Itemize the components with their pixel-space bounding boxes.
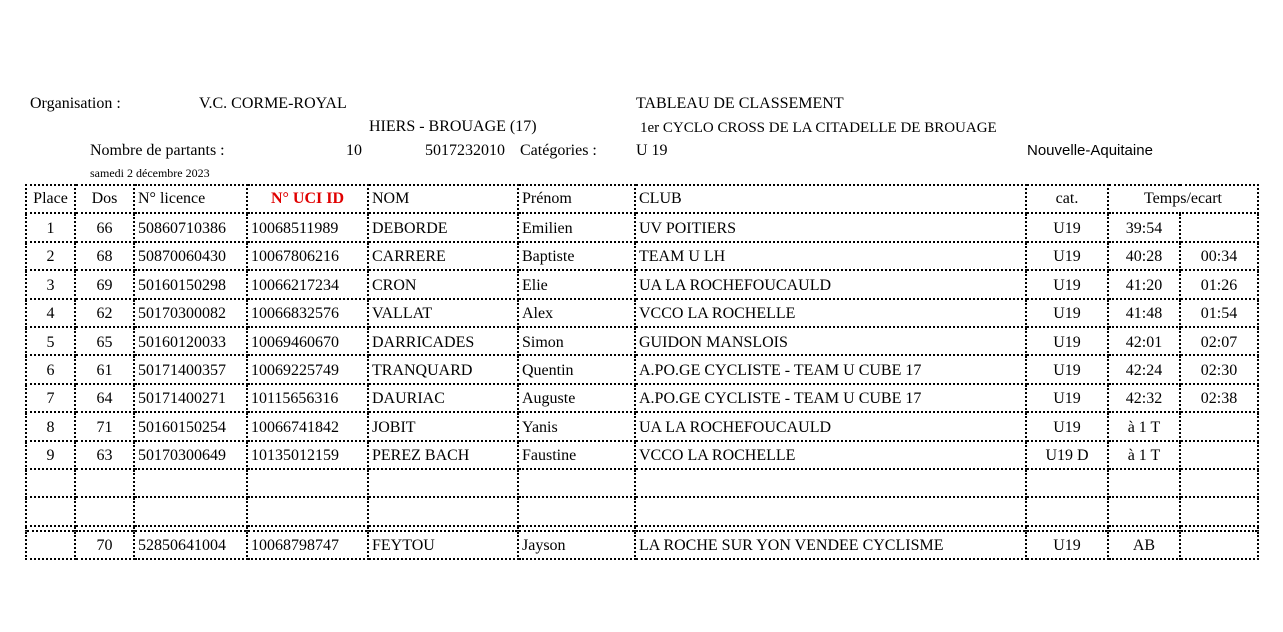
cell-cat — [1026, 497, 1108, 525]
cell-uci-id — [247, 497, 368, 525]
cell-dos — [75, 469, 134, 497]
cell-ecart: 01:54 — [1180, 299, 1258, 327]
cell-nom: FEYTOU — [368, 531, 518, 559]
cell-dos: 62 — [75, 299, 134, 327]
table-row — [26, 299, 1258, 327]
cell-ecart: 01:26 — [1180, 270, 1258, 298]
table-row — [26, 384, 1258, 412]
cell-place: 9 — [26, 441, 75, 469]
table-header-row — [26, 185, 1258, 213]
cell-dos — [75, 497, 134, 525]
cell-uci-id: 10068511989 — [247, 213, 368, 241]
header-dos: Dos — [75, 185, 134, 213]
cell-cat: U19 — [1026, 242, 1108, 270]
cell-uci-id — [247, 469, 368, 497]
results-table — [25, 184, 1259, 560]
cell-place — [26, 469, 75, 497]
cell-temps: à 1 T — [1108, 441, 1180, 469]
cell-prenom: Alex — [518, 299, 635, 327]
cell-licence: 50160150298 — [134, 270, 247, 298]
cell-dos: 63 — [75, 441, 134, 469]
cell-place: 7 — [26, 384, 75, 412]
cell-dos: 65 — [75, 327, 134, 355]
cell-place: 1 — [26, 213, 75, 241]
document-title: TABLEAU DE CLASSEMENT — [636, 95, 844, 112]
table-row — [26, 469, 1258, 497]
cell-cat: U19 — [1026, 531, 1108, 559]
table-row — [26, 531, 1258, 559]
cell-licence: 50160120033 — [134, 327, 247, 355]
cell-ecart — [1180, 497, 1258, 525]
categories-value: U 19 — [636, 142, 668, 159]
cell-licence: 50870060430 — [134, 242, 247, 270]
cell-club: A.PO.GE CYCLISTE - TEAM U CUBE 17 — [635, 355, 1026, 383]
cell-licence: 50170300082 — [134, 299, 247, 327]
cell-nom: CARRERE — [368, 242, 518, 270]
cell-temps: 41:20 — [1108, 270, 1180, 298]
partants-label: Nombre de partants : — [90, 142, 225, 159]
cell-licence — [134, 497, 247, 525]
cell-temps: 42:32 — [1108, 384, 1180, 412]
cell-cat: U19 — [1026, 299, 1108, 327]
cell-place: 3 — [26, 270, 75, 298]
cell-dos: 69 — [75, 270, 134, 298]
organisation-label: Organisation : — [30, 95, 121, 112]
cell-club: VCCO LA ROCHELLE — [635, 441, 1026, 469]
cell-uci-id: 10066741842 — [247, 412, 368, 440]
cell-dos: 70 — [75, 531, 134, 559]
organisation-value: V.C. CORME-ROYAL — [199, 95, 347, 112]
event-date: samedi 2 décembre 2023 — [90, 166, 210, 180]
cell-prenom — [518, 469, 635, 497]
cell-club — [635, 497, 1026, 525]
cell-cat: U19 — [1026, 384, 1108, 412]
results-body — [26, 213, 1258, 559]
region: Nouvelle-Aquitaine — [1027, 142, 1153, 159]
cell-prenom: Emilien — [518, 213, 635, 241]
cell-nom: CRON — [368, 270, 518, 298]
cell-club: LA ROCHE SUR YON VENDEE CYCLISME — [635, 531, 1026, 559]
cell-prenom: Yanis — [518, 412, 635, 440]
cell-club: UV POITIERS — [635, 213, 1026, 241]
cell-place — [26, 531, 75, 559]
cell-uci-id: 10067806216 — [247, 242, 368, 270]
cell-club: GUIDON MANSLOIS — [635, 327, 1026, 355]
cell-dos: 64 — [75, 384, 134, 412]
cell-cat: U19 — [1026, 412, 1108, 440]
cell-cat: U19 — [1026, 355, 1108, 383]
table-row — [26, 497, 1258, 525]
cell-nom: PEREZ BACH — [368, 441, 518, 469]
cell-club: TEAM U LH — [635, 242, 1026, 270]
cell-ecart — [1180, 213, 1258, 241]
table-row — [26, 355, 1258, 383]
header-prenom: Prénom — [518, 185, 635, 213]
cell-temps: 39:54 — [1108, 213, 1180, 241]
cell-uci-id: 10115656316 — [247, 384, 368, 412]
cell-temps — [1108, 469, 1180, 497]
cell-temps: 42:01 — [1108, 327, 1180, 355]
cell-ecart: 02:30 — [1180, 355, 1258, 383]
cell-temps: à 1 T — [1108, 412, 1180, 440]
cell-club: UA LA ROCHEFOUCAULD — [635, 270, 1026, 298]
cell-prenom: Quentin — [518, 355, 635, 383]
cell-place: 6 — [26, 355, 75, 383]
cell-place: 5 — [26, 327, 75, 355]
cell-uci-id: 10069225749 — [247, 355, 368, 383]
cell-temps: 40:28 — [1108, 242, 1180, 270]
cell-uci-id: 10066217234 — [247, 270, 368, 298]
event-name: 1er CYCLO CROSS DE LA CITADELLE DE BROUAGE — [640, 120, 997, 136]
cell-temps: AB — [1108, 531, 1180, 559]
cell-cat: U19 — [1026, 270, 1108, 298]
cell-nom: DARRICADES — [368, 327, 518, 355]
cell-club: VCCO LA ROCHELLE — [635, 299, 1026, 327]
cell-nom: DEBORDE — [368, 213, 518, 241]
table-row — [26, 412, 1258, 440]
cell-club: UA LA ROCHEFOUCAULD — [635, 412, 1026, 440]
cell-dos: 71 — [75, 412, 134, 440]
cell-licence — [134, 469, 247, 497]
event-location: HIERS - BROUAGE (17) — [369, 118, 537, 135]
cell-ecart — [1180, 531, 1258, 559]
cell-nom: DAURIAC — [368, 384, 518, 412]
header-licence: N° licence — [134, 185, 247, 213]
cell-temps: 41:48 — [1108, 299, 1180, 327]
table-row — [26, 270, 1258, 298]
header-place: Place — [26, 185, 75, 213]
cell-uci-id: 10068798747 — [247, 531, 368, 559]
cell-cat: U19 — [1026, 327, 1108, 355]
table-row — [26, 213, 1258, 241]
cell-temps: 42:24 — [1108, 355, 1180, 383]
cell-licence: 52850641004 — [134, 531, 247, 559]
header-cat: cat. — [1026, 185, 1108, 213]
cell-place — [26, 497, 75, 525]
cell-club: A.PO.GE CYCLISTE - TEAM U CUBE 17 — [635, 384, 1026, 412]
cell-prenom: Auguste — [518, 384, 635, 412]
header-nom: NOM — [368, 185, 518, 213]
cell-licence: 50160150254 — [134, 412, 247, 440]
cell-licence: 50171400357 — [134, 355, 247, 383]
event-code: 5017232010 — [425, 142, 505, 159]
header-club: CLUB — [635, 185, 1026, 213]
categories-label: Catégories : — [520, 142, 597, 159]
cell-licence: 50860710386 — [134, 213, 247, 241]
table-row — [26, 242, 1258, 270]
cell-nom — [368, 469, 518, 497]
cell-ecart — [1180, 469, 1258, 497]
cell-cat — [1026, 469, 1108, 497]
cell-ecart: 02:07 — [1180, 327, 1258, 355]
cell-ecart — [1180, 441, 1258, 469]
cell-club — [635, 469, 1026, 497]
table-row — [26, 327, 1258, 355]
cell-ecart: 02:38 — [1180, 384, 1258, 412]
cell-nom: TRANQUARD — [368, 355, 518, 383]
cell-prenom: Baptiste — [518, 242, 635, 270]
cell-place: 4 — [26, 299, 75, 327]
header-temps: Temps/ecart — [1108, 185, 1258, 213]
header-uci-id: N° UCI ID — [247, 185, 368, 213]
cell-prenom: Elie — [518, 270, 635, 298]
cell-dos: 68 — [75, 242, 134, 270]
cell-place: 8 — [26, 412, 75, 440]
cell-prenom: Simon — [518, 327, 635, 355]
cell-nom: VALLAT — [368, 299, 518, 327]
cell-uci-id: 10069460670 — [247, 327, 368, 355]
cell-place: 2 — [26, 242, 75, 270]
cell-uci-id: 10135012159 — [247, 441, 368, 469]
cell-dos: 66 — [75, 213, 134, 241]
cell-temps — [1108, 497, 1180, 525]
table-row — [26, 441, 1258, 469]
cell-prenom: Faustine — [518, 441, 635, 469]
cell-licence: 50171400271 — [134, 384, 247, 412]
cell-prenom: Jayson — [518, 531, 635, 559]
cell-nom — [368, 497, 518, 525]
cell-cat: U19 D — [1026, 441, 1108, 469]
cell-ecart — [1180, 412, 1258, 440]
cell-nom: JOBIT — [368, 412, 518, 440]
cell-uci-id: 10066832576 — [247, 299, 368, 327]
cell-licence: 50170300649 — [134, 441, 247, 469]
cell-prenom — [518, 497, 635, 525]
cell-ecart: 00:34 — [1180, 242, 1258, 270]
cell-cat: U19 — [1026, 213, 1108, 241]
partants-value: 10 — [346, 142, 362, 159]
cell-dos: 61 — [75, 355, 134, 383]
